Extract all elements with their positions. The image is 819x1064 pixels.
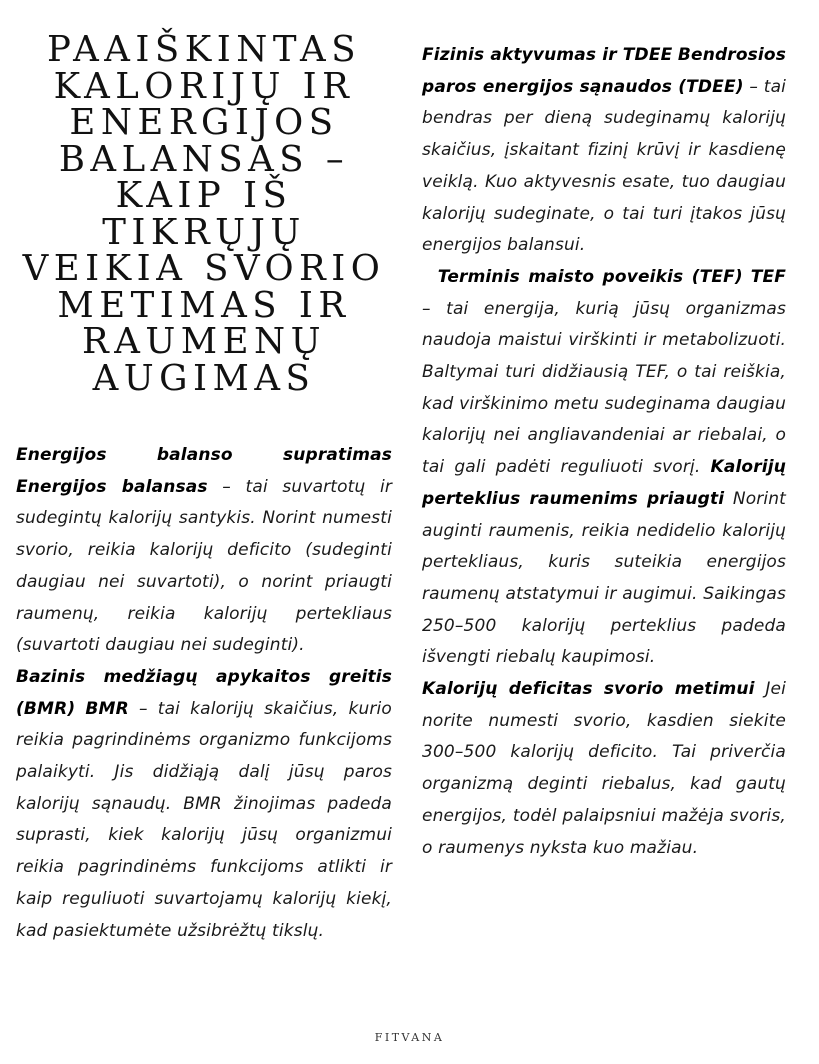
section-tef xyxy=(422,262,786,674)
section-tdee xyxy=(422,40,786,262)
section-body: Jei norite numesti svorio, kasdien siekite 300–500 kalorijų deficito. Tai priverčia organizmą deginti riebalus, kad gautų energijos, todėl palaipsniui mažėja svoris, o raumenys nyksta kuo mažiau. xyxy=(422,679,786,858)
page-title: PAAIŠKINTAS KALORIJŲ IR ENERGIJOS BALANSAS – KAIP IŠ TIKRŲJŲ VEIKIA SVORIO METIMAS IR RAUMENŲ AUGIMAS xyxy=(22,29,386,399)
section-body: – tai bendras per dieną sudeginamų kalorijų skaičius, įskaitant fizinį krūvį ir kasdienę veiklą. Kuo aktyvesnis esate, tuo daugiau kalorijų sudeginate, o tai turi įtakos jūsų energijos balansui. xyxy=(422,76,787,256)
section-term: Bendrosios paros energijos sąnaudos (TDEE) xyxy=(422,45,786,97)
section-term: TEF xyxy=(750,266,787,287)
section-heading: Energijos balanso supratimas xyxy=(16,445,392,465)
left-column xyxy=(16,440,392,947)
section-bmr xyxy=(16,662,392,947)
section-heading: Bazinis medžiagų apykaitos greitis (BMR) xyxy=(16,666,392,719)
section-term: Energijos balansas xyxy=(16,476,208,497)
section-body: Norint auginti raumenis, reikia nedidelio kalorijų pertekliaus, kuris suteikia energijos raumenų atstatymui ir augimui. Saikingas 250–500 kalorijų perteklius padeda išvengti riebalų kaupimosi. xyxy=(422,488,786,668)
section-body: – tai energija, kurią jūsų organizmas naudoja maistui virškinti ir metabolizuoti. Baltymai turi didžiausią TEF, o tai reiškia, kad virškinimo metu sudeginama daugiau kalorijų nei angliavandeniai ar riebalai, o tai gali padėti reguliuoti svorį. xyxy=(422,298,786,478)
footer-brand: FITVANA xyxy=(374,1031,445,1044)
section-energy-balance xyxy=(16,440,392,662)
section-body: – tai suvartotų ir sudegintų kalorijų santykis. Norint numesti svorio, reikia kalorijų deficito (sudeginti daugiau nei suvartoti), o norint priaugti raumenų, reikia kalorijų pertekliaus (suvartoti daugiau nei sudeginti). xyxy=(16,476,393,656)
section-body: – tai kalorijų skaičius, kurio reikia pagrindinėms organizmo funkcijoms palaikyti. Jis didžiąją dalį jūsų paros kalorijų sąnaudų. BMR žinojimas padeda suprasti, kiek kalorijų jūsų organizmui reikia pagrindinėms funkcijoms atlikti ir kaip reguliuoti suvartojamų kalorijų kiekį, kad pasiektumėte užsibrėžtų tikslų. xyxy=(16,698,392,941)
section-heading: Terminis maisto poveikis (TEF) xyxy=(437,266,743,287)
section-heading: Kalorijų perteklius raumenims priaugti xyxy=(422,457,786,509)
section-deficit xyxy=(422,674,786,864)
section-heading: Kalorijų deficitas svorio metimui xyxy=(422,679,755,700)
right-column xyxy=(422,40,786,864)
section-heading: Fizinis aktyvumas ir TDEE xyxy=(422,45,673,65)
section-term: BMR xyxy=(85,698,129,719)
